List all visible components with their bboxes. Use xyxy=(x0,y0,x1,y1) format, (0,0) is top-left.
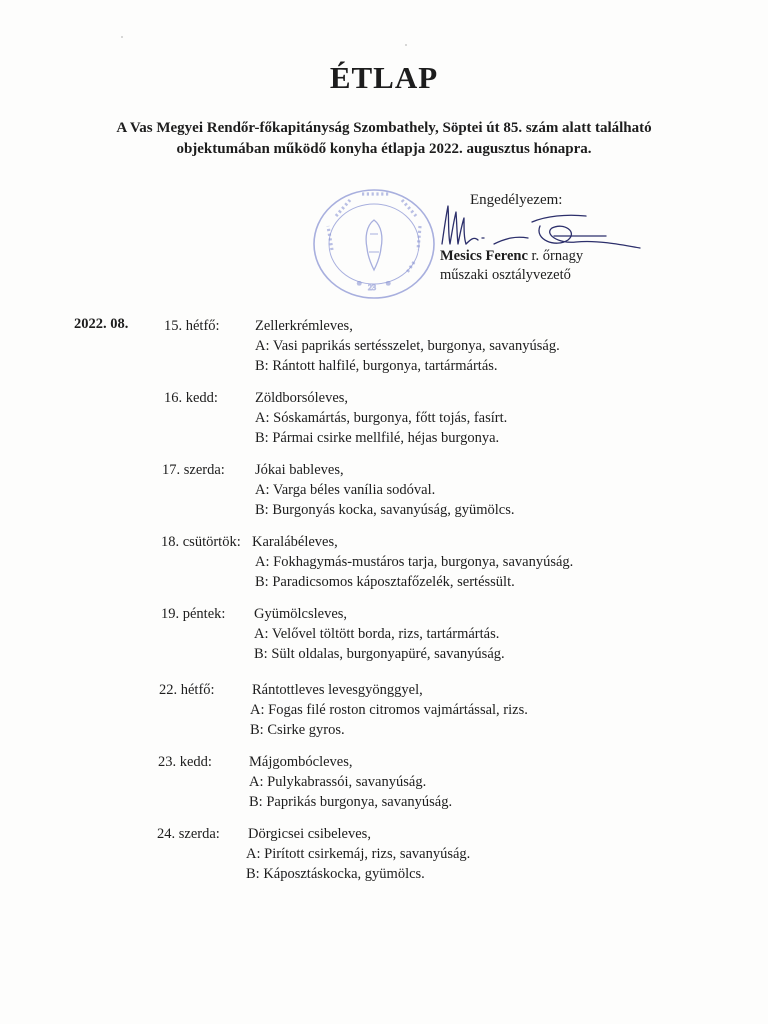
svg-text:*: * xyxy=(357,280,362,290)
option-a: A: Vasi paprikás sertésszelet, burgonya, savanyúság. xyxy=(255,338,560,354)
signer-name: Mesics Ferenc xyxy=(440,248,528,264)
soup-item: Rántottleves levesgyönggyel, xyxy=(252,682,423,698)
page-title: ÉTLAP xyxy=(329,60,439,95)
option-a: A: Sóskamártás, burgonya, főtt tojás, fasírt. xyxy=(255,410,508,426)
official-stamp xyxy=(310,186,438,302)
option-b: B: Csirke gyros. xyxy=(250,722,345,738)
day-label: 23. kedd: xyxy=(158,754,212,770)
soup-item: Májgombócleves, xyxy=(249,754,353,770)
day-label: 19. péntek: xyxy=(161,606,226,622)
option-b: B: Káposztáskocka, gyümölcs. xyxy=(246,866,425,882)
day-label: 15. hétfő: xyxy=(164,318,220,334)
option-a: A: Velővel töltött borda, rizs, tartármártás. xyxy=(254,626,500,642)
soup-item: Gyümölcsleves, xyxy=(254,606,348,622)
option-b: B: Burgonyás kocka, savanyúság, gyümölcs. xyxy=(255,502,515,518)
signer-rank: r. őrnagy xyxy=(527,248,584,264)
signer-position: műszaki osztályvezető xyxy=(440,267,571,283)
option-b: B: Paprikás burgonya, savanyúság. xyxy=(249,794,453,810)
option-b: B: Pármai csirke mellfilé, héjas burgonya. xyxy=(255,430,500,446)
option-b: B: Rántott halfilé, burgonya, tartármártás. xyxy=(255,358,498,374)
option-b: B: Paradicsomos káposztafőzelék, sertéssült. xyxy=(255,574,515,590)
option-a: A: Fogas filé roston citromos vajmártással, rizs. xyxy=(250,702,528,718)
page-subtitle xyxy=(60,118,708,160)
option-a: A: Pirított csirkemáj, rizs, savanyúság. xyxy=(246,846,471,862)
signer-line xyxy=(440,247,583,266)
option-b: B: Sült oldalas, burgonyapüré, savanyúság. xyxy=(254,646,505,662)
scan-speck xyxy=(121,36,123,38)
day-label: 22. hétfő: xyxy=(159,682,215,698)
subtitle-line: objektumában működő konyha étlapja 2022. augusztus hónapra. xyxy=(176,141,592,157)
option-a: A: Fokhagymás-mustáros tarja, burgonya, savanyúság. xyxy=(255,554,574,570)
approval-label: Engedélyezem: xyxy=(470,192,563,208)
option-a: A: Pulykabrassói, savanyúság. xyxy=(249,774,427,790)
soup-item: Dörgicsei csibeleves, xyxy=(248,826,371,842)
day-label: 17. szerda: xyxy=(162,462,225,478)
day-label: 24. szerda: xyxy=(157,826,220,842)
soup-item: Zellerkrémleves, xyxy=(255,318,353,334)
day-label: 18. csütörtök: xyxy=(161,534,241,550)
signer-block xyxy=(440,247,583,285)
soup-item: Karalábéleves, xyxy=(252,534,338,550)
soup-item: Zöldborsóleves, xyxy=(255,390,349,406)
svg-text:*: * xyxy=(386,280,391,290)
menu-year-month: 2022. 08. xyxy=(74,316,129,332)
soup-item: Jókai bableves, xyxy=(255,462,344,478)
option-a: A: Varga béles vanília sodóval. xyxy=(255,482,436,498)
subtitle-line: A Vas Megyei Rendőr-főkapitányság Szombathely, Söptei út 85. szám alatt található xyxy=(116,120,652,136)
svg-text:23: 23 xyxy=(368,283,376,292)
day-label: 16. kedd: xyxy=(164,390,218,406)
scan-speck xyxy=(405,44,407,46)
